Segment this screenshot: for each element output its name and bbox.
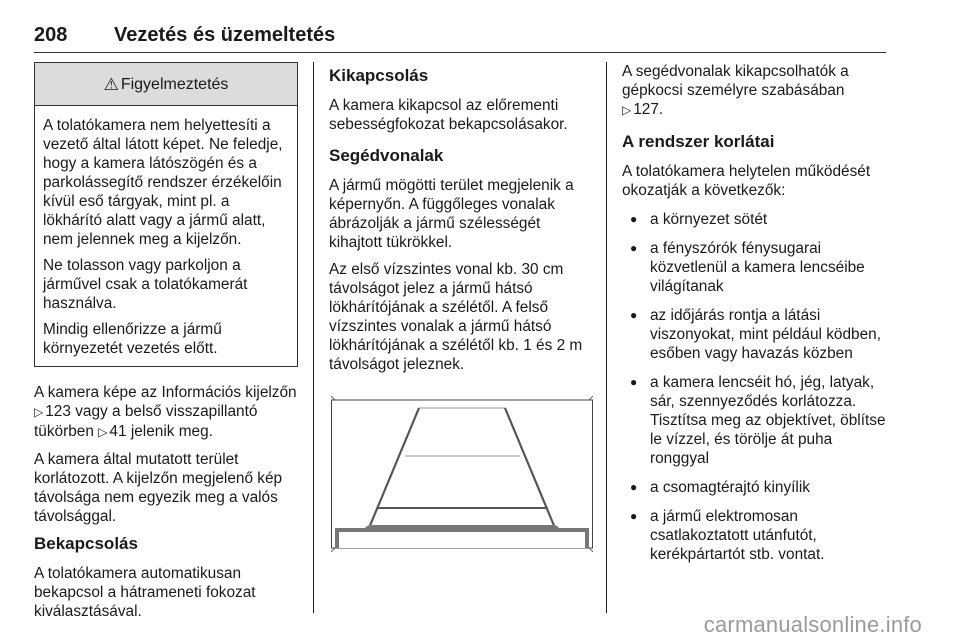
column-left: [34, 62, 298, 629]
page-header: [34, 24, 886, 53]
page-reference-link[interactable]: ▷ 41: [98, 423, 126, 440]
camera-display-paragraph: A kamera képe az Információs kijelzőn ▷ 123 vagy a belső visszapillantó tükörben ▷ 41 jelenik meg.: [34, 383, 298, 442]
warning-triangle-icon: ⚠: [103, 74, 119, 94]
list-item: ● a környezet sötét: [622, 210, 888, 229]
warning-box: [34, 62, 298, 367]
warning-body: [35, 106, 297, 366]
area-limit-paragraph: A kamera által mutatott terület korlátozott. A kijelzőn megjelenő kép távolsága nem egyezik meg a valós távolsággal.: [34, 451, 283, 525]
watermark-text: carmanualsonline.info: [703, 612, 922, 637]
warning-paragraph: A tolatókamera nem helyettesíti a vezető által látott képet. Ne feledje, hogy a kamera látószögén és a parkolássegítő rendszer érzékelőin kívül eső tárgyak, mint pl. a lökhárító alatt vagy a jármű alatt, nem jelennek meg a kijelzőn.: [43, 117, 283, 248]
list-item: ● az időjárás rontja a látási viszonyokat, mint például ködben, esőben vagy havazás közben: [622, 306, 888, 363]
rear-camera-guideline-illustration: [331, 396, 593, 552]
left-width-guideline: [369, 408, 419, 528]
guideline-paragraph: A jármű mögötti terület megjelenik a képernyőn. A függőleges vonalak ábrázolják a jármű szélességét kihajtott tükrökkel.: [329, 177, 574, 251]
bumper-inner-area: [339, 532, 585, 548]
list-item: ● a jármű elektromosan csatlakoztatott utánfutót, kerékpártartót stb. vontat.: [622, 507, 888, 564]
deactivation-paragraph: A kamera kikapcsol az előrementi sebességfokozat bekapcsolásakor.: [329, 97, 568, 133]
page-reference-link[interactable]: ▷ 123: [34, 403, 71, 420]
page-number: 208: [34, 24, 68, 46]
limitations-intro: A tolatókamera helytelen működését okozatják a következők:: [622, 163, 871, 199]
list-item: ● a kamera lencséit hó, jég, latyak, sár, szennyeződés korlátozza. Tisztítsa meg az objektívet, öblítse le vízzel, és törölje át puha ronggyal: [622, 373, 888, 468]
chapter-title: Vezetés és üzemeltetés: [114, 24, 336, 46]
column-right: [622, 62, 888, 574]
right-width-guideline: [505, 408, 555, 528]
heading-korlatai: A rendszer korlátai: [622, 132, 775, 151]
warning-title: Figyelmeztetés: [120, 75, 229, 93]
column-middle: [329, 62, 597, 382]
guideline-off-paragraph: A segédvonalak kikapcsolhatók a gépkocsi személyre szabásában ▷ 127.: [622, 62, 888, 120]
warning-header: [35, 63, 297, 106]
warning-paragraph: Mindig ellenőrizze a jármű környezetét vezetés előtt.: [43, 321, 222, 357]
distance-paragraph: Az első vízszintes vonal kb. 30 cm távolságot jelez a jármű hátsó lökhárítójának a szélétől. A felső vízszintes vonalak a jármű hátsó lökhárítójának a szélétől kb. 1 és 2 m távolságot jeleznek.: [329, 261, 583, 373]
column-divider: [313, 62, 314, 613]
page-reference-link[interactable]: ▷ 127.: [622, 101, 663, 118]
heading-segedvonalak: Segédvonalak: [329, 146, 444, 165]
list-item: ● a csomagtérajtó kinyílik: [622, 478, 888, 497]
heading-kikapcsolas: Kikapcsolás: [329, 66, 429, 85]
activation-paragraph: A tolatókamera automatikusan bekapcsol a hátrameneti fokozat kiválasztásával.: [34, 565, 256, 620]
warning-paragraph: Ne tolasson vagy parkoljon a járművel csak a tolatókamerát használva.: [43, 257, 248, 312]
heading-bekapcsolas: Bekapcsolás: [34, 534, 138, 553]
list-item: ● a fényszórók fénysugarai közvetlenül a kamera lencséibe világítanak: [622, 239, 888, 296]
limitations-list: [622, 210, 888, 564]
column-divider: [606, 62, 607, 613]
